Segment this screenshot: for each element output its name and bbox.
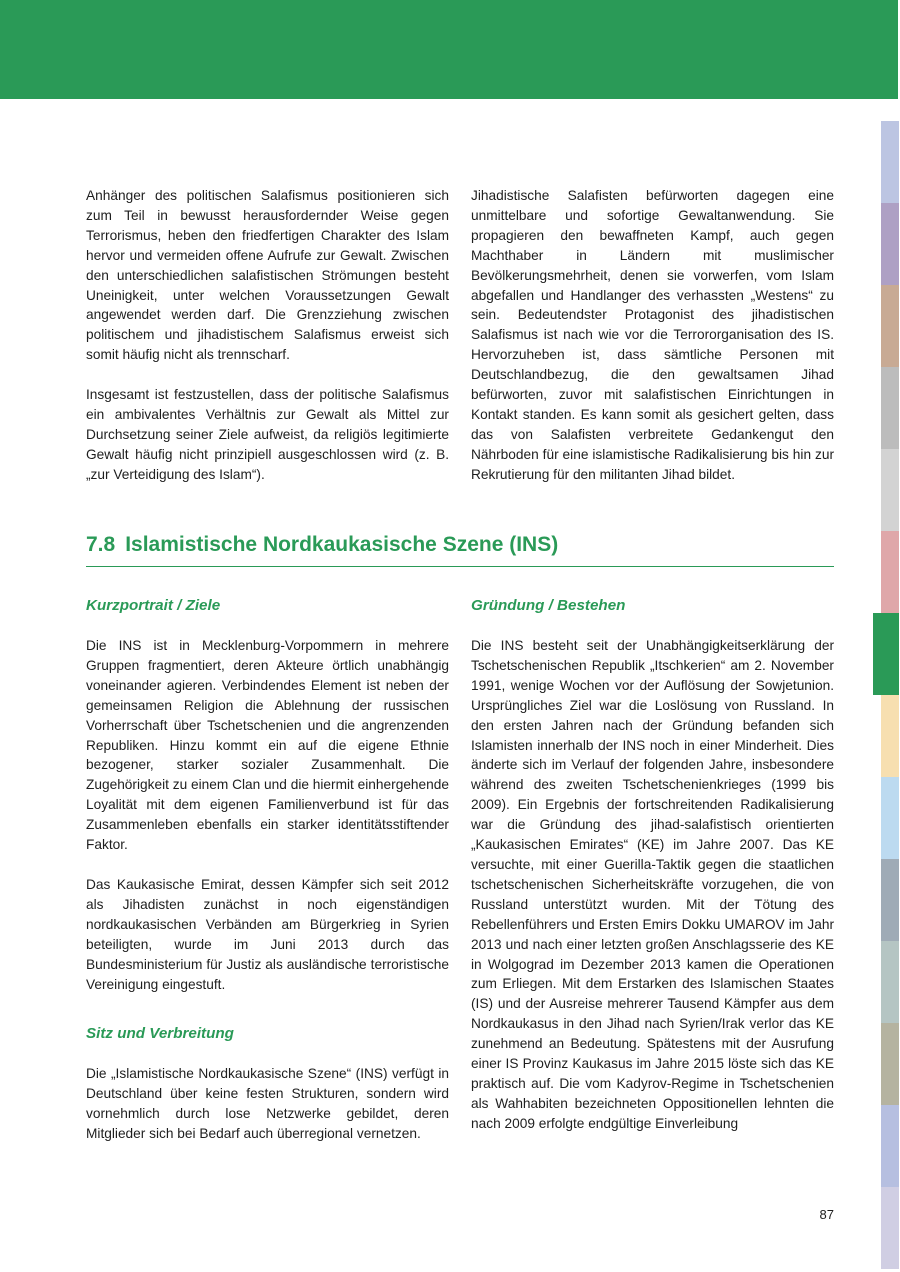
section-title: Islamistische Nordkaukasische Szene (INS) — [125, 533, 559, 556]
chapter-tab[interactable] — [881, 1187, 899, 1269]
paragraph: Insgesamt ist festzustellen, dass der politische Salafismus ein ambivalentes Verhältnis zur Gewalt als Mittel zur Durchsetzung seiner Ziele aufweist, da religiös legitimierte Gewalt häufig nicht prinzipiell ausgeschlossen wird (z. B. „zur Verteidigung des Islam“). — [86, 387, 449, 482]
chapter-tab[interactable] — [881, 777, 899, 859]
paragraph: Die „Islamistische Nordkaukasische Szene“ (INS) verfügt in Deutschland über keine festen Strukturen, sondern wird vornehmlich durch lose Netzwerke gebildet, deren Mitglieder sich bei Bedarf auch überregional vernetzen. — [86, 1066, 449, 1142]
chapter-tab-strip — [881, 121, 899, 1269]
section-number: 7.8 — [86, 533, 116, 556]
chapter-tab[interactable] — [881, 203, 899, 285]
chapter-tab[interactable] — [881, 531, 899, 613]
paragraph: Die INS ist in Mecklenburg-Vorpommern in mehrere Gruppen fragmentiert, deren Akteure örtlich unabhängig voneinander agieren. Verbindendes Element ist neben der gemeinsamen Religion die Ablehnung der russischen Vorherrschaft über Tschetschenien und die angrenzenden Republiken. Hinzu kommt ein auf die eigene Ethnie bezogener, starker sozialer Zusammenhalt. Die Zugehörigkeit zu einem Clan und die hiermit einhergehende Loyalität mit dem eigenen Familienverbund ist für das Zusammenleben ebenfalls ein starker identitätsstiftender Faktor. — [86, 638, 449, 853]
chapter-tab[interactable] — [881, 121, 899, 203]
chapter-tab[interactable] — [881, 695, 899, 777]
chapter-tab[interactable] — [881, 449, 899, 531]
subheading-gruendung: Gründung / Bestehen — [471, 597, 626, 614]
paragraph: Jihadistische Salafisten befürworten dagegen eine unmittelbare und sofortige Gewaltanwendung. Sie propagieren den bewaffneten Kampf, auch gegen Machthaber in Ländern mit muslimischer Bevölkerungsmehrheit, denen sie vorwerfen, vom Islam abgefallen und Handlanger des verhassten „Westens“ zu sein. Bedeutendster Protagonist des jihadistischen Salafismus ist nach wie vor die Terrororganisation des IS. Hervorzuheben ist, dass sämtliche Personen mit Deutschlandbezug, die den gewaltsamen Jihad befürworten, zuvor mit salafistischen Einrichtungen in Kontakt standen. Es kann somit als gesichert gelten, dass das von Salafisten verbreitete Gedankengut den Nährboden für eine islamistische Radikalisierung bis hin zur Rekrutierung für den militanten Jihad bildet. — [471, 188, 834, 482]
chapter-tab[interactable] — [881, 1023, 899, 1105]
page-number: 87 — [819, 1207, 834, 1222]
bottom-right-column — [471, 596, 834, 1154]
chapter-tab[interactable] — [881, 859, 899, 941]
bottom-left-column — [86, 596, 449, 1164]
paragraph: Anhänger des politischen Salafismus positionieren sich zum Teil in bewusst herausfordernder Weise gegen Terrorismus, heben den friedfertigen Charakter des Islam hervor und vermeiden offene Aufrufe zur Gewalt. Zwischen den unterschiedlichen salafistischen Strömungen besteht Uneinigkeit, unter welchen Voraussetzungen Gewalt angewendet werden darf. Die Grenzziehung zwischen politischem und jihadistischem Salafismus erweist sich somit häufig nicht als trennscharf. — [86, 188, 449, 363]
chapter-tab[interactable] — [881, 285, 899, 367]
top-right-column — [471, 186, 834, 505]
paragraph: Die INS besteht seit der Unabhängigkeitserklärung der Tschetschenischen Republik „Itschkerien“ am 2. November 1991, wenige Wochen vor der Auflösung der Sowjetunion. Ursprüngliches Ziel war die Loslösung von Russland. In den ersten Jahren nach der Gründung befanden sich Islamisten innerhalb der INS noch in einer Minderheit. Dies änderte sich im Verlauf der folgenden Jahre, insbesondere während des zweiten Tschetschenienkrieges (1999 bis 2009). Ein Ergebnis der fortschreitenden Radikalisierung war die Gründung des jihad-salafistisch orientierten „Kaukasischen Emirates“ (KE) im Jahre 2007. Das KE versuchte, mit einer Guerilla-Taktik gegen die staatlichen tschetschenischen Sicherheitskräfte vorzugehen, die von Russland unterstützt wurden. Mit der Tötung des Rebellenführers und Ersten Emirs Dokku UMAROV im Jahr 2013 und nach einer letzten großen Anschlagsserie des KE in Wolgograd im Dezember 2013 kamen die Operationen zum Erliegen. Mit dem Erstarken des Islamischen Staates (IS) und der Ausreise mehrerer Tausend Kämpfer aus dem Nordkaukasus in den Jihad nach Syrien/Irak verlor das KE zunehmend an Bedeutung. Spätestens mit der Ausrufung einer IS Provinz Kaukasus im Jahre 2015 löste sich das KE praktisch auf. Die vom Kadyrov-Regime in Tschetschenien als Wahhabiten bezeichneten Oppositionellen lehnten die nach 2009 erfolgte endgültige Einverleibung — [471, 638, 834, 1131]
chapter-tab[interactable] — [881, 941, 899, 1023]
paragraph: Das Kaukasische Emirat, dessen Kämpfer sich seit 2012 als Jihadisten zunächst in noch eigenständigen nordkaukasischen Verbänden am Bürgerkrieg in Syrien beteiligten, wurde im Juni 2013 durch das Bundesministerium für Justiz als ausländische terroristische Vereinigung eingestuft. — [86, 876, 449, 992]
header-color-band — [0, 0, 898, 99]
section-heading — [86, 528, 834, 567]
top-left-column — [86, 186, 449, 505]
chapter-tab[interactable] — [881, 1105, 899, 1187]
chapter-tab-active[interactable] — [873, 613, 899, 695]
chapter-tab[interactable] — [881, 367, 899, 449]
subheading-sitz: Sitz und Verbreitung — [86, 1025, 234, 1043]
subheading-kurzportrait: Kurzportrait / Ziele — [86, 597, 221, 614]
